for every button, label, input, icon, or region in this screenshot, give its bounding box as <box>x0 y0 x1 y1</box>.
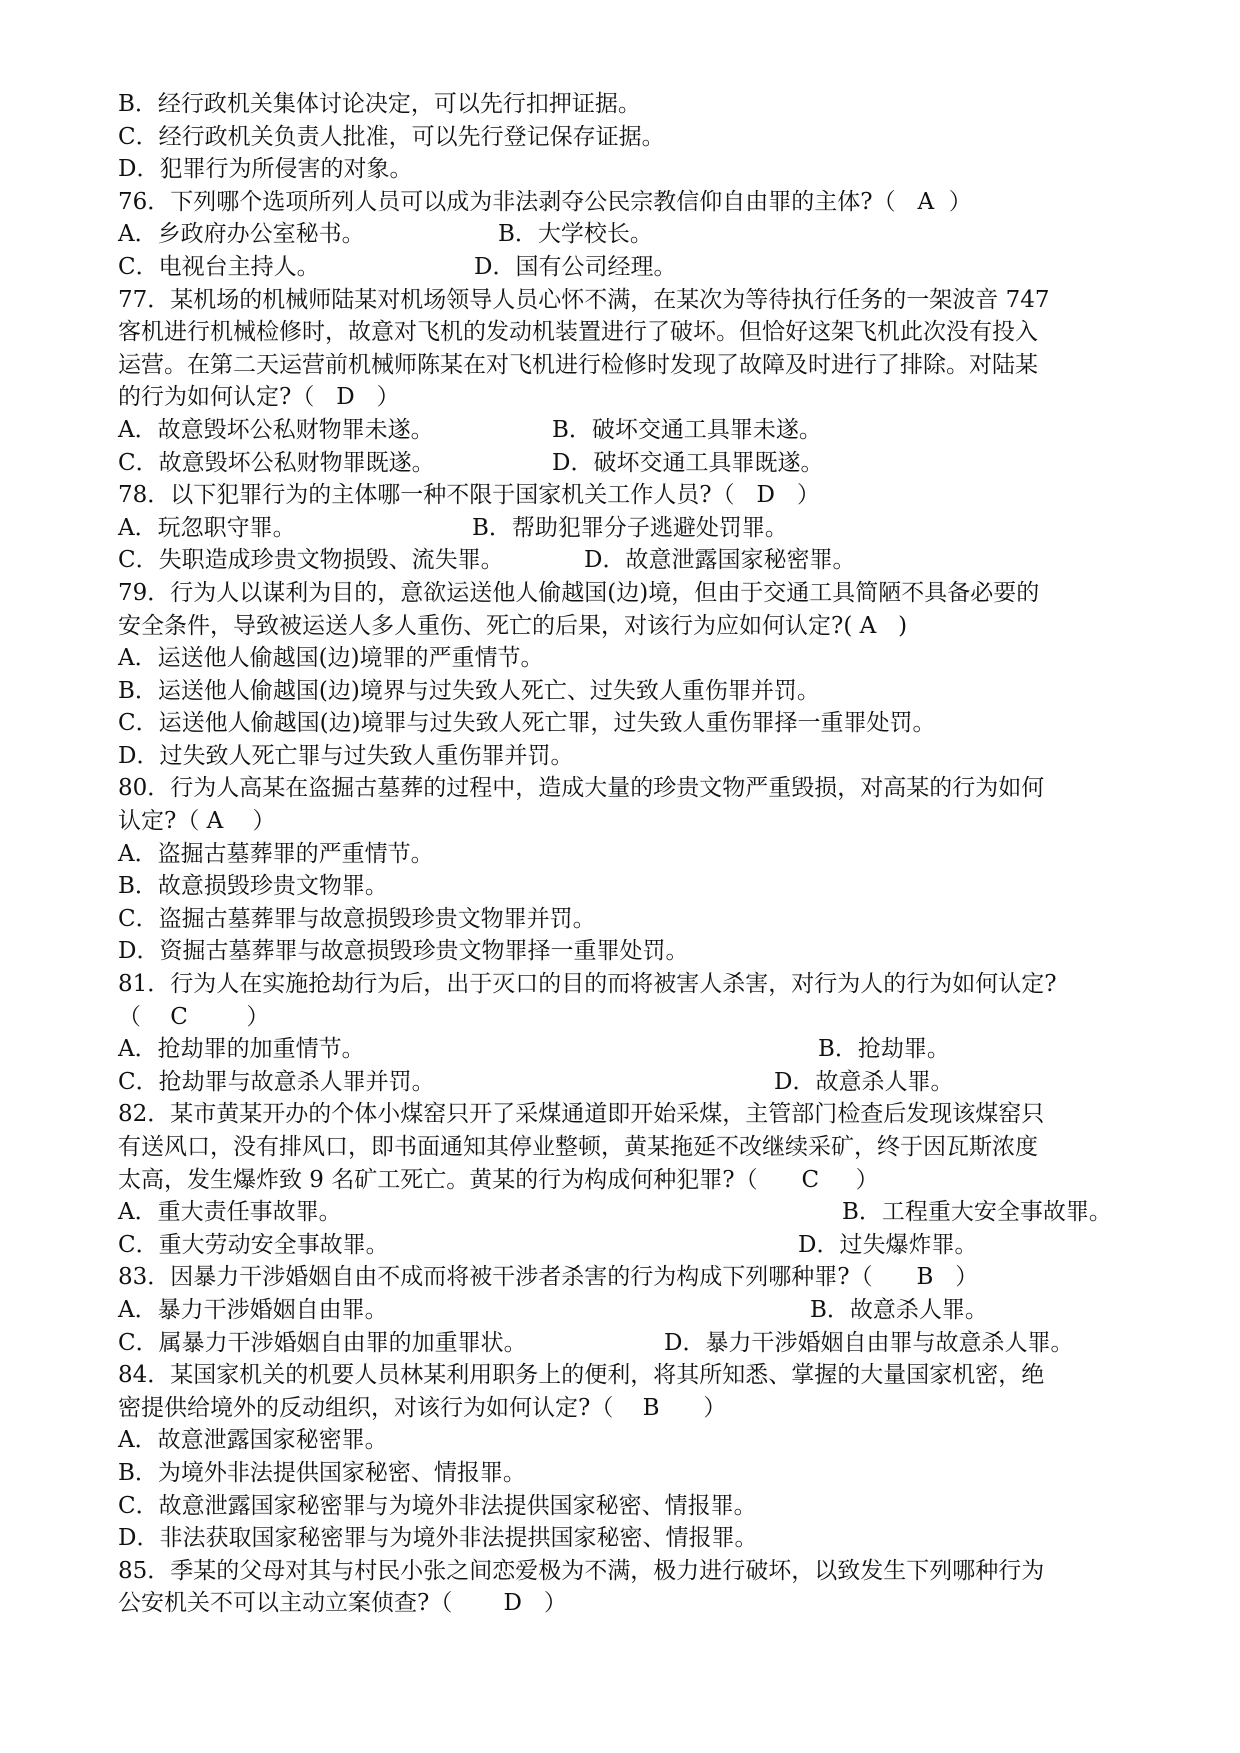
answer-option: C．故意泄露国家秘密罪与为境外非法提供国家秘密、情报罪。 <box>118 1492 757 1519</box>
option-row <box>118 544 1138 577</box>
answer-option: C．抢劫罪与故意杀人罪并罚。 <box>118 1068 435 1095</box>
question-text-line: （ C ） <box>118 1003 270 1030</box>
option-row <box>118 251 1138 284</box>
answer-option: B．经行政机关集体讨论决定，可以先行扣押证据。 <box>118 91 641 117</box>
answer-option: A．故意毁坏公私财物罪未遂。 <box>118 416 434 443</box>
question-text-line: 客机进行机械检修时，故意对飞机的发动机装置进行了破坏。但恰好这架飞机此次没有投入 <box>118 319 1038 346</box>
answer-option: D．故意泄露国家秘密罪。 <box>584 547 856 574</box>
question-text-line: 安全条件，导致被运送人多人重伤、死亡的后果，对该行为应如何认定?( A ) <box>118 612 908 639</box>
answer-option: A．暴力干涉婚姻自由罪。 <box>118 1296 388 1323</box>
answer-option: A．抢劫罪的加重情节。 <box>118 1036 365 1063</box>
answer-option: D．非法获取国家秘密罪与为境外非法提拱国家秘密、情报罪。 <box>118 1525 758 1552</box>
answer-option: D．暴力干涉婚姻自由罪与故意杀人罪。 <box>664 1329 1074 1356</box>
answer-option: C．失职造成珍贵文物损毁、流失罪。 <box>118 547 504 574</box>
question-text-line: 太高，发生爆炸致 9 名矿工死亡。黄某的行为构成何种犯罪?（ C ） <box>118 1166 879 1193</box>
question-text-line: 运营。在第二天运营前机械师陈某在对飞机进行检修时发现了故障及时进行了排除。对陆某 <box>118 351 1038 378</box>
question-text-line: 78．以下犯罪行为的主体哪一种不限于国家机关工作人员?（ D ） <box>118 482 820 509</box>
answer-option: A．故意泄露国家秘密罪。 <box>118 1427 388 1454</box>
answer-option: D．过失致人死亡罪与过失致人重伤罪并罚。 <box>118 742 574 769</box>
answer-option: D．破坏交通工具罪既遂。 <box>552 449 824 476</box>
answer-option: C．重大劳动安全事故罪。 <box>118 1231 389 1258</box>
answer-option: B．运送他人偷越国(边)境界与过失致人死亡、过失致人重伤罪并罚。 <box>118 677 820 704</box>
question-text-line: 83．因暴力干涉婚姻自由不成而将被干涉者杀害的行为构成下列哪种罪?（ B ） <box>118 1264 979 1291</box>
answer-option: A．乡政府办公室秘书。 <box>118 221 365 248</box>
answer-option: B．故意损毁珍贵文物罪。 <box>118 873 388 900</box>
answer-option: B．故意杀人罪。 <box>810 1296 988 1323</box>
answer-option: B．抢劫罪。 <box>818 1036 950 1063</box>
question-text-line: 82．某市黄某开办的个体小煤窑只开了采煤通道即开始采煤，主管部门检查后发现该煤窑只 <box>118 1101 1045 1128</box>
answer-option: B．破坏交通工具罪未遂。 <box>552 416 822 443</box>
answer-option: C．盗掘古墓葬罪与故意损毁珍贵文物罪并罚。 <box>118 905 596 932</box>
answer-option: B．为境外非法提供国家秘密、情报罪。 <box>118 1459 526 1486</box>
option-row <box>118 1196 1138 1229</box>
option-row <box>118 512 1138 545</box>
answer-option: D．国有公司经理。 <box>474 253 677 280</box>
answer-option: D．过失爆炸罪。 <box>798 1231 978 1258</box>
answer-option: C．经行政机关负责人批准，可以先行登记保存证据。 <box>118 123 665 150</box>
answer-option: B．大学校长。 <box>498 221 653 248</box>
question-text-line: 84．某国家机关的机要人员林某利用职务上的便利，将其所知悉、掌握的大量国家机密，绝 <box>118 1362 1045 1389</box>
question-text-line: 81．行为人在实施抢劫行为后，出于灭口的目的而将被害人杀害，对行为人的行为如何认定? <box>118 971 1057 998</box>
answer-option: C．故意毁坏公私财物罪既遂。 <box>118 449 435 476</box>
answer-option: A．玩忽职守罪。 <box>118 514 296 541</box>
question-text-line: 认定?（ A ） <box>118 808 276 835</box>
question-text-line: 80．行为人高某在盗掘古墓葬的过程中，造成大量的珍贵文物严重毁损，对高某的行为如何 <box>118 775 1045 802</box>
option-row <box>118 1327 1138 1360</box>
answer-option: D．资掘古墓葬罪与故意损毁珍贵文物罪择一重罪处罚。 <box>118 938 689 965</box>
option-row <box>118 1066 1138 1099</box>
answer-option: B．帮助犯罪分子逃避处罚罪。 <box>472 514 788 541</box>
answer-option: A．重大责任事故罪。 <box>118 1199 342 1226</box>
document-page <box>118 88 1138 1620</box>
option-row <box>118 447 1138 480</box>
option-row <box>118 1229 1138 1262</box>
answer-option: C．属暴力干涉婚姻自由罪的加重罪状。 <box>118 1329 527 1356</box>
question-text-line: 密提供给境外的反动组织，对该行为如何认定?（ B ） <box>118 1394 727 1421</box>
question-text-line: 76．下列哪个选项所列人员可以成为非法剥夺公民宗教信仰自由罪的主体?（ A ） <box>118 188 972 215</box>
answer-option: D．故意杀人罪。 <box>774 1068 954 1095</box>
answer-option: C．运送他人偷越国(边)境罪与过失致人死亡罪，过失致人重伤罪择一重罪处罚。 <box>118 710 936 737</box>
answer-option: A．盗掘古墓葬罪的严重情节。 <box>118 840 434 867</box>
question-text-line: 的行为如何认定?（ D ） <box>118 384 400 411</box>
answer-option: A．运送他人偷越国(边)境罪的严重情节。 <box>118 645 544 672</box>
option-row <box>118 1294 1138 1327</box>
option-row <box>118 414 1138 447</box>
answer-option: B．工程重大安全事故罪。 <box>842 1199 1112 1226</box>
question-text-line: 77．某机场的机械师陆某对机场领导人员心怀不满，在某次为等待执行任务的一架波音 747 <box>118 286 1050 313</box>
question-text-line: 有送风口，没有排风口，即书面通知其停业整顿，黄某拖延不改继续采矿，终于因瓦斯浓度 <box>118 1134 1038 1160</box>
question-text-line: 85．季某的父母对其与村民小张之间恋爱极为不满，极力进行破坏，以致发生下列哪种行为 <box>118 1557 1045 1584</box>
option-row <box>118 1033 1138 1066</box>
answer-option: C．电视台主持人。 <box>118 253 320 280</box>
answer-option: D．犯罪行为所侵害的对象。 <box>118 156 413 183</box>
question-text-line: 公安机关不可以主动立案侦查?（ D ） <box>118 1590 567 1617</box>
option-row <box>118 218 1138 251</box>
question-text-line: 79．行为人以谋利为目的，意欲运送他人偷越国(边)境，但由于交通工具简陋不具备必要的 <box>118 579 1040 606</box>
